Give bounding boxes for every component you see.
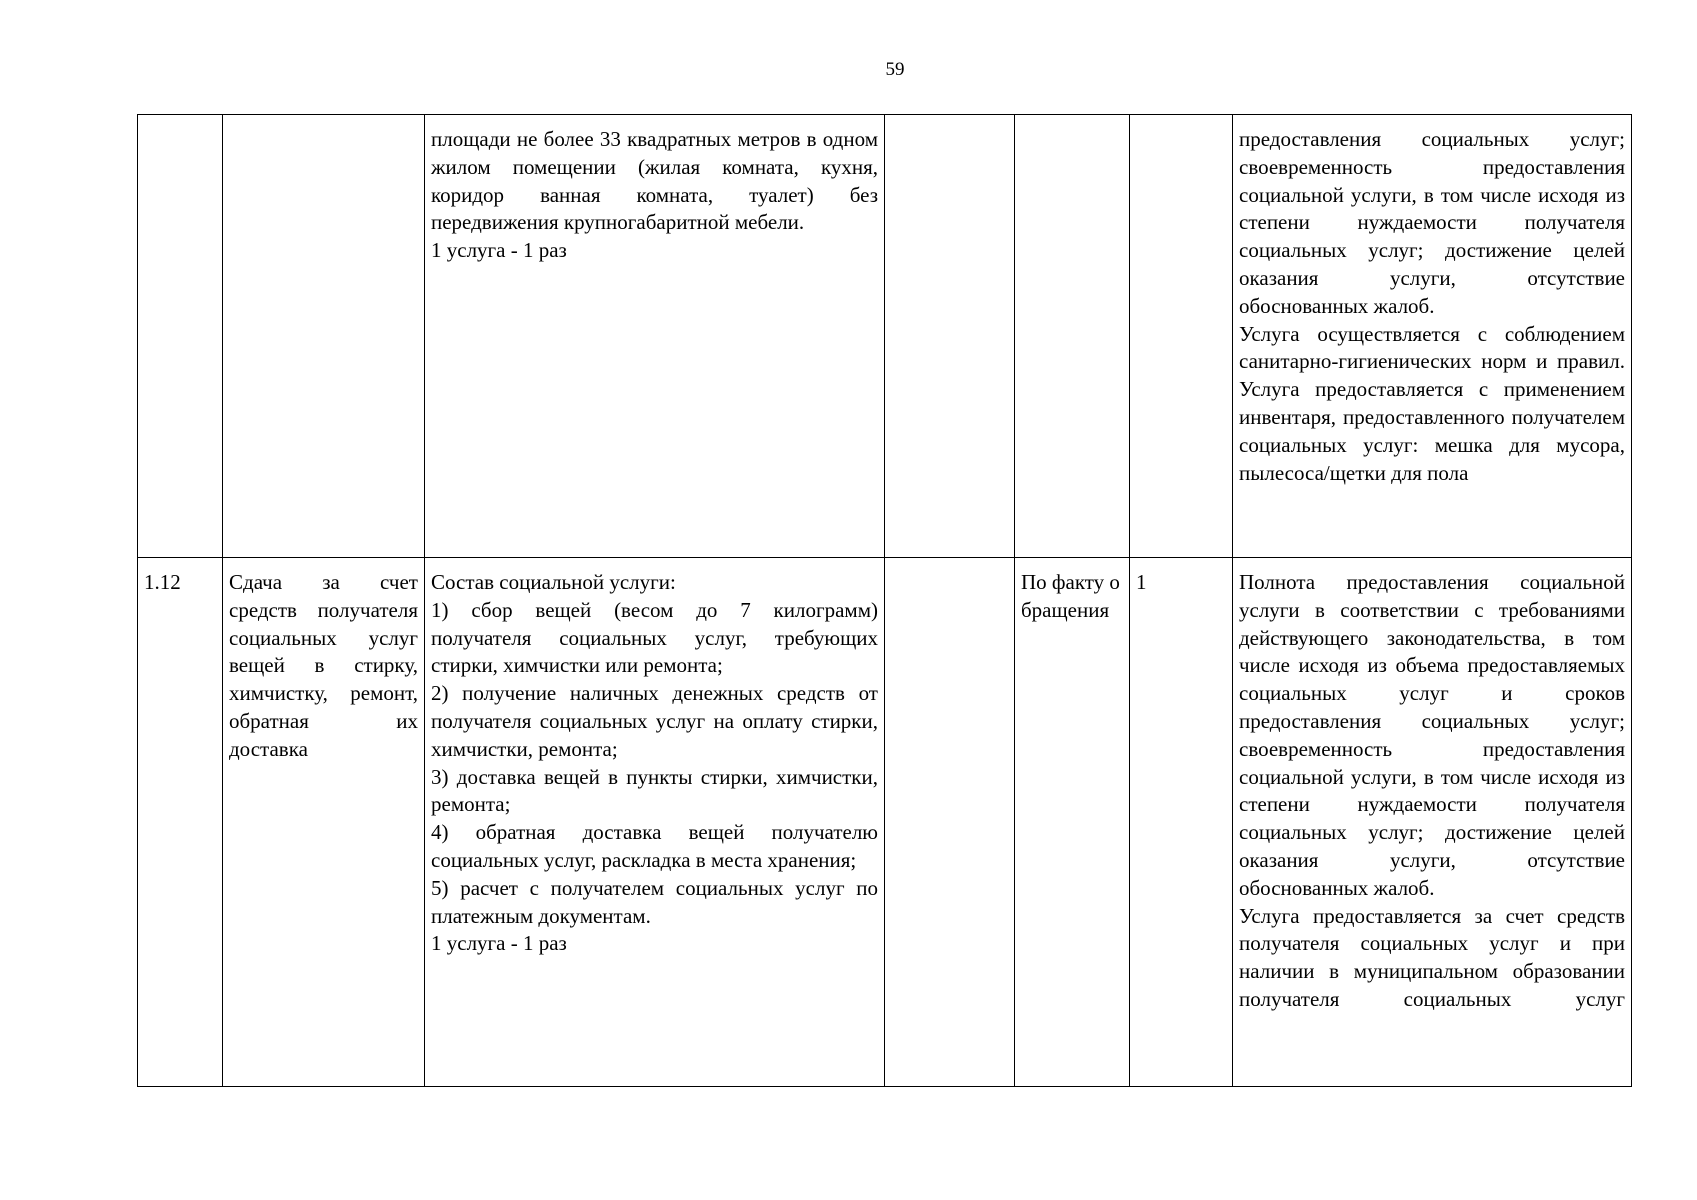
quantity-cell — [1130, 115, 1233, 558]
content-paragraph: 2) получение наличных денежных средств от получателя социальных услуг на оплату стирки, химчистки, ремонта; — [431, 681, 878, 761]
service-content-cell — [425, 558, 885, 1087]
row-number-cell — [138, 115, 223, 558]
row-number-cell: 1.12 — [138, 558, 223, 1087]
frequency-cell — [1015, 115, 1130, 558]
content-paragraph: 1) сбор вещей (весом до 7 килограмм) получателя социальных услуг, требующих стирки, химчистки или ремонта; — [431, 597, 878, 678]
page-number: 59 — [885, 59, 905, 80]
content-paragraph: 1 услуга - 1 раз — [431, 238, 567, 263]
services-table — [137, 114, 1632, 1087]
empty-cell — [885, 558, 1015, 1087]
criteria-paragraph: Услуга осуществляется с соблюдением санитарно-гигиенических норм и правил. Услуга предоставляется с применением инвентаря, предоставленного получателем социальных услуг: мешка для мусора, пылесоса/щетки для пола — [1239, 321, 1625, 485]
criteria-paragraph: Полнота предоставления социальной услуги в соответствии с требованиями действующего законодательства, в том числе исходя из объема предоставляемых социальных услуг и сроков предоставления социальных услуг; своевременность предоставления социальной услуги, в том числе исходя из степени нуждаемости получателя социальных услуг; достижение целей оказания услуги, отсутствие обоснованных жалоб. — [1239, 570, 1625, 900]
table-row — [138, 558, 1632, 1087]
criteria-paragraph: предоставления социальных услуг; своевременность предоставления социальной услуги, в том числе исходя из степени нуждаемости получателя социальных услуг; достижение целей оказания услуги, отсутствие обоснованных жалоб. — [1239, 127, 1625, 318]
content-paragraph: площади не более 33 квадратных метров в одном жилом помещении (жилая комната, кухня, коридор ванная комната, туалет) без передвижения крупногабаритной мебели. — [431, 127, 878, 235]
criteria-paragraph: Услуга предоставляется за счет средств получателя социальных услуг и при наличии в муниципальном образовании получателя социальных услуг — [1239, 903, 1625, 1011]
table-row — [138, 115, 1632, 558]
service-content-cell — [425, 115, 885, 558]
criteria-cell — [1233, 558, 1632, 1087]
service-name-cell: Сдача за счет средств получателя социальных услуг вещей в стирку, химчистку, ремонт, обратная их доставка — [223, 558, 425, 1087]
content-paragraph: 5) расчет с получателем социальных услуг по платежным документам. — [431, 875, 878, 928]
empty-cell — [885, 115, 1015, 558]
criteria-cell — [1233, 115, 1632, 558]
frequency-cell: По факту обращения — [1015, 558, 1130, 1087]
service-name-cell — [223, 115, 425, 558]
content-paragraph: 1 услуга - 1 раз — [431, 931, 567, 956]
content-paragraph: 4) обратная доставка вещей получателю социальных услуг, раскладка в места хранения; — [431, 820, 878, 872]
content-paragraph: 3) доставка вещей в пункты стирки, химчистки, ремонта; — [431, 764, 878, 817]
content-paragraph: Состав социальной услуги: — [431, 570, 676, 594]
quantity-cell: 1 — [1130, 558, 1233, 1087]
